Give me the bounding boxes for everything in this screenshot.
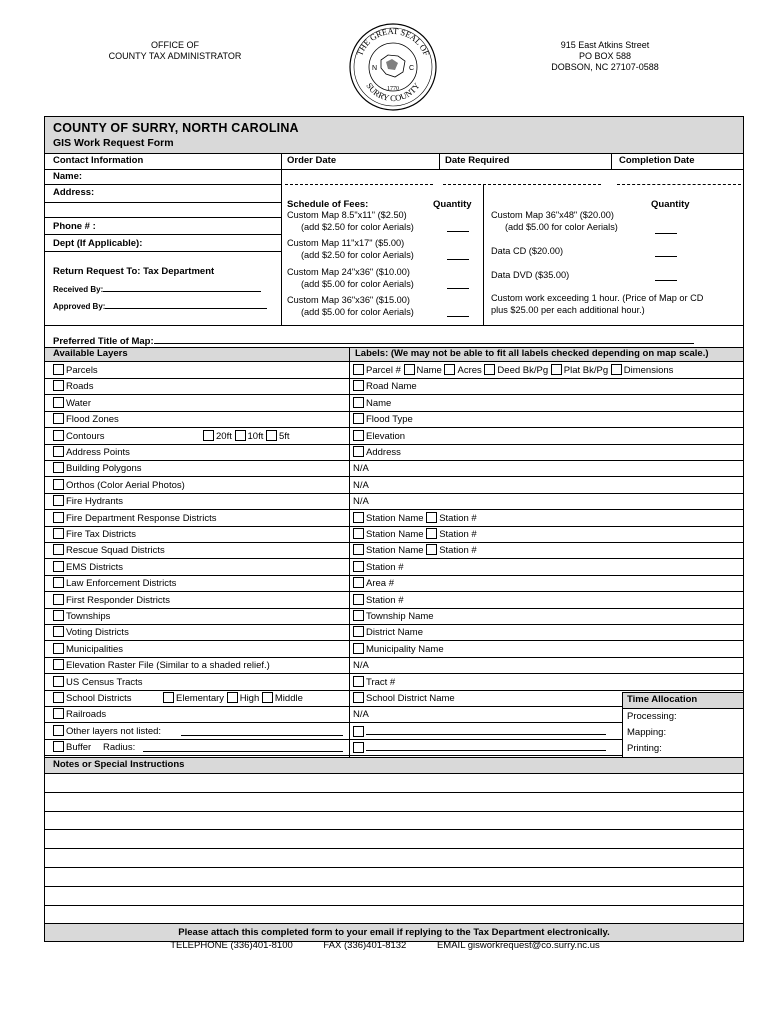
school-middle-checkbox[interactable]	[262, 692, 273, 703]
label-row	[353, 691, 621, 707]
layer-checkbox[interactable]	[53, 528, 64, 539]
layer-label: Fire Hydrants	[66, 496, 124, 508]
layer-row	[53, 461, 347, 477]
seal-year: 1770	[387, 86, 399, 92]
layer-row	[53, 543, 347, 559]
label-row	[353, 724, 621, 740]
label-row	[353, 560, 743, 576]
quantity-right-header: Quantity	[651, 199, 690, 210]
label-checkbox[interactable]	[353, 726, 364, 737]
layer-label: Contours	[66, 430, 105, 442]
qty-field-4[interactable]	[447, 316, 469, 317]
parcel-label-checkbox[interactable]	[484, 364, 495, 375]
address-label: Address:	[53, 187, 95, 198]
notes-header: Notes or Special Instructions	[53, 759, 185, 770]
office-line2: COUNTY TAX ADMINISTRATOR	[108, 51, 242, 61]
office-header	[90, 40, 260, 62]
layer-checkbox[interactable]	[53, 413, 64, 424]
layer-row	[53, 625, 347, 641]
layer-label: Rescue Squad Districts	[66, 545, 165, 557]
qty-field-1[interactable]	[447, 231, 469, 232]
layer-label: Building Polygons	[66, 463, 142, 475]
fee-right-3: Data DVD ($35.00)	[491, 270, 570, 280]
label-checkbox[interactable]	[353, 561, 364, 572]
label-row	[353, 494, 743, 510]
parcel-label-checkbox[interactable]	[444, 364, 455, 375]
seal-top-text: THE GREAT SEAL OF	[354, 25, 432, 58]
contour-20ft-checkbox[interactable]	[203, 430, 214, 441]
quantity-left-header: Quantity	[433, 199, 472, 210]
layer-checkbox[interactable]	[53, 577, 64, 588]
layer-checkbox[interactable]	[53, 725, 64, 736]
label-row: Station Name Station #	[353, 543, 743, 559]
layer-label: Roads	[66, 381, 94, 393]
label-row	[353, 576, 743, 592]
label-text: Address	[366, 447, 401, 458]
contour-5ft-checkbox[interactable]	[266, 430, 277, 441]
layer-checkbox[interactable]	[53, 512, 64, 523]
order-date-field[interactable]	[285, 184, 433, 185]
label-row	[353, 461, 743, 477]
layer-checkbox[interactable]	[53, 544, 64, 555]
layer-row	[53, 560, 347, 576]
fee-left-3: Custom Map 24"x36" ($10.00) (add $5.00 for color Aerials)	[287, 267, 414, 289]
approved-label: Approved By:	[53, 302, 106, 311]
layer-checkbox[interactable]	[53, 430, 64, 441]
county-seal-icon	[348, 22, 438, 112]
label-checkbox[interactable]	[353, 742, 364, 753]
preferred-title	[53, 336, 694, 347]
label-row	[353, 379, 743, 395]
label-checkbox[interactable]	[353, 446, 364, 457]
label-row	[353, 642, 743, 658]
label-checkbox[interactable]	[353, 380, 364, 391]
layer-checkbox[interactable]	[53, 364, 64, 375]
label-row: Station Name Station #	[353, 527, 743, 543]
dept-label: Dept (If Applicable):	[53, 238, 143, 249]
layer-checkbox[interactable]	[53, 462, 64, 473]
contact-info-header: Contact Information	[53, 155, 144, 166]
label-text: Tract #	[366, 676, 396, 688]
label-text: N/A	[353, 496, 369, 508]
layer-row	[53, 707, 347, 723]
fee-left-2: Custom Map 11"x17" ($5.00) (add $2.50 for color Aerials)	[287, 238, 414, 260]
layer-checkbox[interactable]	[53, 708, 64, 719]
label-row	[353, 412, 743, 428]
layer-checkbox[interactable]	[53, 561, 64, 572]
layer-label: US Census Tracts	[66, 676, 143, 688]
label-checkbox[interactable]	[353, 544, 364, 555]
label-checkbox[interactable]	[353, 626, 364, 637]
layer-row	[53, 527, 347, 543]
label-checkbox[interactable]	[353, 594, 364, 605]
layer-label: Other layers not listed:	[66, 725, 162, 737]
fax: FAX (336)401-8132	[323, 940, 407, 951]
qty-field-3[interactable]	[447, 288, 469, 289]
layer-row	[53, 675, 347, 691]
received-by	[53, 285, 261, 294]
available-layers-header: Available Layers	[53, 348, 128, 359]
layer-row: School Districts Elementary High Middle	[53, 691, 347, 707]
date-required-header: Date Required	[445, 155, 510, 166]
layer-label: Voting Districts	[66, 627, 129, 639]
contour-10ft-checkbox[interactable]	[235, 430, 246, 441]
completion-date-field[interactable]	[617, 184, 741, 185]
layer-checkbox[interactable]	[53, 594, 64, 605]
label-row	[353, 675, 743, 691]
layer-row	[53, 511, 347, 527]
labels-header: Labels: (We may not be able to fit all labels checked depending on map scale.)	[355, 348, 709, 359]
label-text: N/A	[353, 709, 369, 721]
school-high-checkbox[interactable]	[227, 692, 238, 703]
telephone: TELEPHONE (336)401-8100	[170, 940, 293, 951]
layer-row	[53, 724, 347, 740]
label-text: Road Name	[366, 381, 417, 393]
address-header	[520, 40, 690, 73]
layer-checkbox[interactable]	[53, 446, 64, 457]
time-allocation-header: Time Allocation	[627, 694, 698, 705]
layer-row	[53, 576, 347, 592]
label-row	[353, 658, 743, 674]
layer-label: Water	[66, 397, 91, 409]
label-checkbox[interactable]	[353, 430, 364, 441]
label-text: School District Name	[366, 693, 455, 704]
layer-label: Address Points	[66, 447, 130, 458]
label-checkbox[interactable]	[353, 577, 364, 588]
fee-right-4: Custom work exceeding 1 hour. (Price of Map or CD plus $25.00 per each additional hour.)	[491, 293, 704, 315]
label-text: Station Name	[366, 545, 424, 557]
printing-label: Printing:	[627, 743, 662, 754]
label-text: Name	[366, 397, 392, 409]
return-label: Return Request To: Tax Department	[53, 266, 215, 277]
label-checkbox[interactable]	[353, 692, 364, 703]
parcel-label-checkbox[interactable]	[404, 364, 415, 375]
layer-row	[53, 396, 347, 412]
layer-row	[53, 412, 347, 428]
layer-checkbox[interactable]	[53, 397, 64, 408]
layer-label: Parcels	[66, 365, 98, 376]
label-checkbox[interactable]	[353, 676, 364, 687]
contact-footer	[0, 940, 770, 951]
label-text: N/A	[353, 479, 369, 491]
svg-text:THE GREAT SEAL OF	[354, 26, 432, 58]
layer-label: Townships	[66, 611, 111, 622]
layer-row	[53, 379, 347, 395]
completion-date-header: Completion Date	[619, 155, 695, 166]
approved-field[interactable]	[105, 308, 267, 309]
label-text: Station #	[366, 594, 404, 606]
layer-row	[53, 445, 347, 461]
label-text: N/A	[353, 463, 369, 475]
radius-field[interactable]	[143, 741, 343, 752]
email: EMAIL gisworkrequest@co.surry.nc.us	[436, 940, 600, 951]
label-row: Parcel # Name Acres Deed Bk/Pg Plat Bk/Pg Dimensions	[353, 363, 743, 379]
qty-field-5[interactable]	[655, 233, 677, 234]
layer-checkbox[interactable]	[53, 643, 64, 654]
label-text: Municipality Name	[366, 643, 444, 655]
layer-checkbox[interactable]	[53, 692, 64, 703]
label-row	[353, 609, 743, 625]
label-row	[353, 593, 743, 609]
station-num-checkbox[interactable]	[426, 544, 437, 555]
form-title: GIS Work Request Form	[53, 137, 174, 149]
approved-by	[53, 302, 267, 311]
address-line2: PO BOX 588	[578, 51, 632, 61]
layer-row	[53, 593, 347, 609]
layer-label: Railroads	[66, 709, 107, 721]
label-row	[353, 740, 621, 756]
parcel-label-checkbox[interactable]	[551, 364, 562, 375]
seal-n: N	[372, 65, 378, 72]
qty-field-6[interactable]	[655, 256, 677, 257]
layer-label: Elevation Raster File (Similar to a shaded relief.)	[66, 660, 270, 672]
label-row	[353, 396, 743, 412]
label-row	[353, 429, 743, 445]
name-label: Name:	[53, 171, 83, 182]
label-text: Flood Type	[366, 414, 413, 426]
school-elementary-checkbox[interactable]	[163, 692, 174, 703]
preferred-title-field[interactable]	[154, 343, 694, 344]
office-line1: OFFICE OF	[151, 40, 199, 50]
layer-checkbox[interactable]	[53, 610, 64, 621]
label-row: Station Name Station #	[353, 511, 743, 527]
layer-checkbox[interactable]	[53, 741, 64, 752]
label-row	[353, 478, 743, 494]
label-checkbox[interactable]	[353, 397, 364, 408]
address-line3: DOBSON, NC 27107-0588	[551, 62, 659, 72]
layer-row	[53, 478, 347, 494]
seal-bottom-text: SURRY COUNTY	[364, 80, 422, 104]
fee-left-4: Custom Map 36"x36" ($15.00) (add $5.00 for color Aerials)	[287, 295, 414, 317]
station-num-checkbox[interactable]	[426, 528, 437, 539]
seal-c: C	[409, 65, 415, 72]
attach-note: Please attach this completed form to your email if replying to the Tax Department electronically.	[45, 924, 743, 941]
station-num-checkbox[interactable]	[426, 512, 437, 523]
label-text: Station #	[366, 561, 404, 573]
phone-label: Phone # :	[53, 221, 96, 232]
layer-label: Orthos (Color Aerial Photos)	[66, 479, 185, 491]
label-row	[353, 625, 743, 641]
label-text: Township Name	[366, 611, 434, 622]
layer-checkbox[interactable]	[53, 676, 64, 687]
layer-row	[53, 494, 347, 510]
fee-left-1: Custom Map 8.5"x11" ($2.50) (add $2.50 for color Aerials)	[287, 210, 414, 232]
label-text: District Name	[366, 627, 424, 639]
layer-row	[53, 363, 347, 379]
label-checkbox[interactable]	[353, 413, 364, 424]
other-layers-field[interactable]	[181, 725, 343, 736]
layer-label: Fire Tax Districts	[66, 529, 137, 540]
layer-checkbox[interactable]	[53, 626, 64, 637]
parcel-label-checkbox[interactable]	[611, 364, 622, 375]
layer-label: School Districts	[66, 693, 132, 704]
label-checkbox[interactable]	[353, 528, 364, 539]
radius-label: Radius:	[103, 742, 136, 754]
fee-right-2: Data CD ($20.00)	[491, 246, 564, 256]
received-label: Received By:	[53, 285, 104, 294]
county-title: COUNTY OF SURRY, NORTH CAROLINA	[53, 121, 299, 135]
qty-field-2[interactable]	[447, 259, 469, 260]
layer-label: Fire Department Response Districts	[66, 512, 217, 524]
fee-right-1: Custom Map 36"x48" ($20.00) (add $5.00 for color Aerials)	[491, 210, 618, 232]
mapping-label: Mapping:	[627, 727, 667, 738]
layer-label: Municipalities	[66, 643, 124, 655]
label-checkbox[interactable]	[353, 643, 364, 654]
order-date-header: Order Date	[287, 155, 337, 166]
processing-label: Processing:	[627, 711, 677, 722]
label-text: Elevation	[366, 430, 406, 442]
layer-label: Law Enforcement Districts	[66, 578, 177, 590]
layer-checkbox[interactable]	[53, 495, 64, 506]
parcel-label-checkbox[interactable]	[353, 364, 364, 375]
layer-row	[53, 740, 347, 756]
address-line1: 915 East Atkins Street	[560, 40, 650, 50]
label-other-field[interactable]	[366, 724, 606, 735]
received-field[interactable]	[103, 291, 261, 292]
label-row	[353, 707, 621, 723]
fees-title: Schedule of Fees:	[287, 199, 369, 210]
layer-row	[53, 642, 347, 658]
label-text: Station Name	[366, 512, 424, 524]
layer-checkbox[interactable]	[53, 659, 64, 670]
label-text: Area #	[366, 578, 394, 590]
label-checkbox[interactable]	[353, 512, 364, 523]
label-text: Station Name	[366, 529, 424, 540]
layer-label: EMS Districts	[66, 561, 123, 573]
layer-row: Contours 20ft 10ft 5ft	[53, 429, 347, 445]
layer-label: Buffer	[66, 742, 92, 754]
layer-label: Flood Zones	[66, 414, 119, 426]
label-row	[353, 445, 743, 461]
layer-label: First Responder Districts	[66, 594, 170, 606]
layer-row	[53, 658, 347, 674]
qty-field-7[interactable]	[655, 280, 677, 281]
gis-form	[44, 116, 744, 942]
label-text: N/A	[353, 660, 369, 672]
layer-checkbox[interactable]	[53, 479, 64, 490]
label-checkbox[interactable]	[353, 610, 364, 621]
preferred-title-label: Preferred Title of Map:	[53, 336, 154, 347]
layer-checkbox[interactable]	[53, 380, 64, 391]
layer-row	[53, 609, 347, 625]
date-required-field[interactable]	[443, 184, 601, 185]
label-other-field[interactable]	[366, 740, 606, 751]
